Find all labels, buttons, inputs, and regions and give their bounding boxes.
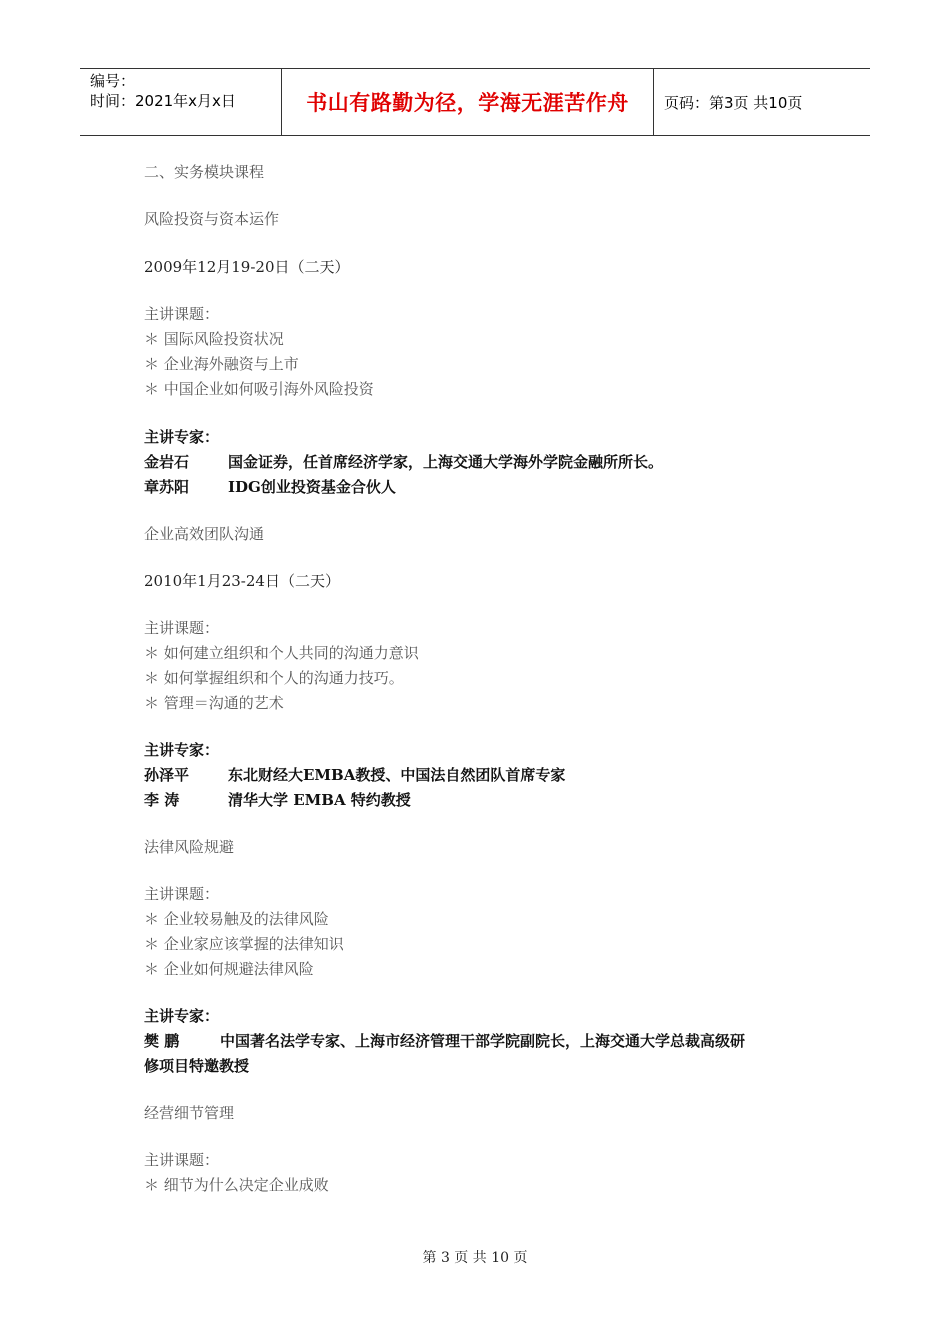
expert-desc-continued: 修项目特邀教授 — [144, 1057, 250, 1075]
expert-name: 孙泽平 — [144, 766, 190, 784]
expert-name: 李 涛 — [144, 791, 180, 809]
topic-item: ＊ 企业较易触及的法律风险 — [144, 910, 329, 928]
expert-row — [144, 789, 411, 810]
course-name: 法律风险规避 — [144, 838, 235, 856]
expert-row — [144, 451, 663, 472]
expert-desc: 国金证券，任首席经济学家，上海交通大学海外学院金融所所长。 — [228, 453, 664, 471]
number-label: 编号： — [90, 72, 136, 90]
course-date: 2010年1月23-24日（二天） — [144, 572, 340, 590]
expert-row — [144, 1030, 745, 1051]
expert-name: 金岩石 — [144, 453, 190, 471]
expert-desc: 清华大学 EMBA 特约教授 — [228, 791, 411, 809]
course-name: 经营细节管理 — [144, 1104, 235, 1122]
expert-name: 樊 鹏 — [144, 1032, 180, 1050]
expert-desc: 中国著名法学专家、上海市经济管理干部学院副院长，上海交通大学总裁高级研 — [220, 1032, 746, 1050]
topic-item: ＊ 如何掌握组织和个人的沟通力技巧。 — [144, 669, 404, 687]
header-meta — [80, 69, 282, 135]
course-name: 风险投资与资本运作 — [144, 210, 280, 228]
topics-label: 主讲课题： — [144, 1151, 220, 1169]
course-date: 2009年12月19-20日（二天） — [144, 258, 350, 276]
experts-label: 主讲专家： — [144, 1007, 220, 1025]
expert-name: 章苏阳 — [144, 478, 190, 496]
section-title: 二、实务模块课程 — [144, 163, 265, 181]
topic-item: ＊ 企业海外融资与上市 — [144, 355, 299, 373]
page-footer: 第 3 页 共 10 页 — [422, 1250, 528, 1266]
topic-item: ＊ 中国企业如何吸引海外风险投资 — [144, 380, 374, 398]
topic-item: ＊ 企业如何规避法律风险 — [144, 960, 314, 978]
expert-desc: 东北财经大EMBA教授、中国法自然团队首席专家 — [228, 766, 566, 784]
topics-label: 主讲课题： — [144, 619, 220, 637]
experts-label: 主讲专家： — [144, 741, 220, 759]
expert-row — [144, 764, 565, 785]
topics-label: 主讲课题： — [144, 885, 220, 903]
page-header — [80, 68, 870, 136]
topics-label: 主讲课题： — [144, 305, 220, 323]
time-label: 时间：2021年x月x日 — [90, 92, 236, 110]
header-motto: 书山有路勤为径，学海无涯苦作舟 — [282, 69, 654, 135]
expert-desc: IDG创业投资基金合伙人 — [228, 478, 396, 496]
header-page-label: 页码：第3页 共10页 — [664, 93, 803, 112]
topic-item: ＊ 企业家应该掌握的法律知识 — [144, 935, 344, 953]
topic-item: ＊ 如何建立组织和个人共同的沟通力意识 — [144, 644, 419, 662]
expert-row — [144, 476, 396, 497]
course-name: 企业高效团队沟通 — [144, 525, 265, 543]
topic-item: ＊ 细节为什么决定企业成败 — [144, 1176, 329, 1194]
experts-label: 主讲专家： — [144, 428, 220, 446]
topic-item: ＊ 国际风险投资状况 — [144, 330, 284, 348]
topic-item: ＊ 管理＝沟通的艺术 — [144, 694, 284, 712]
